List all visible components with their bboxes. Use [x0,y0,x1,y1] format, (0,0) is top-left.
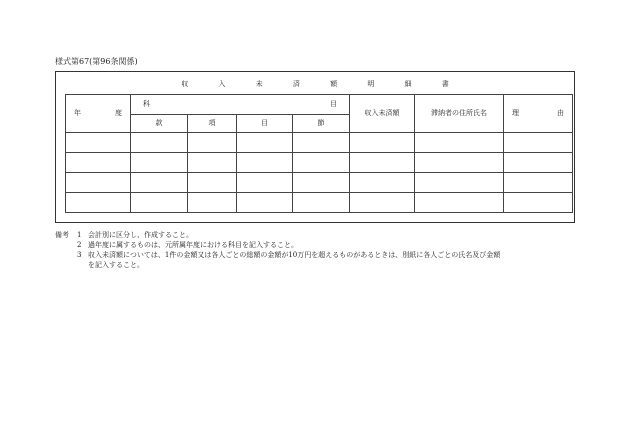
header-account-item-char2: 目 [330,100,337,108]
table-cell [237,133,293,153]
table-cell [504,133,573,153]
table-cell [293,133,350,153]
table-cell [188,193,237,213]
header-account-item [131,95,350,115]
remark-number: 1 [77,231,82,239]
table-cell [131,133,188,153]
header-kou: 項 [188,115,237,133]
table-cell [350,133,415,153]
table-cell [237,193,293,213]
header-unpaid-amount: 収入未済額 [350,95,415,133]
table-cell [66,133,131,153]
remark-item [55,250,575,260]
header-kan: 款 [131,115,188,133]
table-cell [350,153,415,173]
table-cell [293,193,350,213]
header-fiscal-year-char1: 年 [74,109,81,117]
table-cell [131,173,188,193]
document-title: 収 入 未 済 額 明 細 書 [181,80,463,88]
table-cell [415,153,504,173]
table-cell [66,193,131,213]
remark-number: 2 [77,241,82,249]
form-frame [55,71,575,223]
table-cell [293,173,350,193]
table-row [66,173,573,193]
table-cell [131,193,188,213]
table-row [66,193,573,213]
table-cell [188,153,237,173]
table-cell [66,153,131,173]
table-cell [237,153,293,173]
table-cell [350,173,415,193]
table-row [66,133,573,153]
table-cell [504,173,573,193]
table-cell [237,173,293,193]
table-row [66,153,573,173]
remark-text: 過年度に属するものは、元所属年度における科目を記入すること。 [88,241,298,249]
remark-text: 収入未済額については、1件の金額又は各人ごとの総額の金額が10万円を超えるものがあるときは、別紙に各人ごとの氏名及び金額 [88,251,501,259]
table-cell [188,133,237,153]
header-delinquent-name: 滞納者の住所氏名 [415,95,504,133]
header-moku: 目 [237,115,293,133]
header-reason [504,95,573,133]
header-reason-char2: 由 [557,109,564,117]
table-cell [66,173,131,193]
table-cell [293,153,350,173]
remarks-heading: 備考 [55,231,69,239]
unpaid-revenue-table [65,94,573,213]
table-cell [415,173,504,193]
form-number-label: 様式第67(第96条関係) [55,57,138,66]
remark-continuation: を記入すること。 [88,261,144,269]
remark-item [55,240,575,250]
header-setsu: 節 [293,115,350,133]
remark-item [55,230,575,240]
remark-text: 会計別に区分し、作成すること。 [88,231,193,239]
remark-number: 3 [77,251,82,259]
table-cell [415,193,504,213]
header-reason-char1: 理 [512,109,519,117]
table-cell [188,173,237,193]
table-cell [350,193,415,213]
header-fiscal-year [66,95,131,133]
remarks-section [55,230,575,270]
header-account-item-char1: 科 [143,100,150,108]
table-cell [131,153,188,173]
table-cell [415,133,504,153]
header-fiscal-year-char2: 度 [115,109,122,117]
table-cell [504,193,573,213]
table-cell [504,153,573,173]
